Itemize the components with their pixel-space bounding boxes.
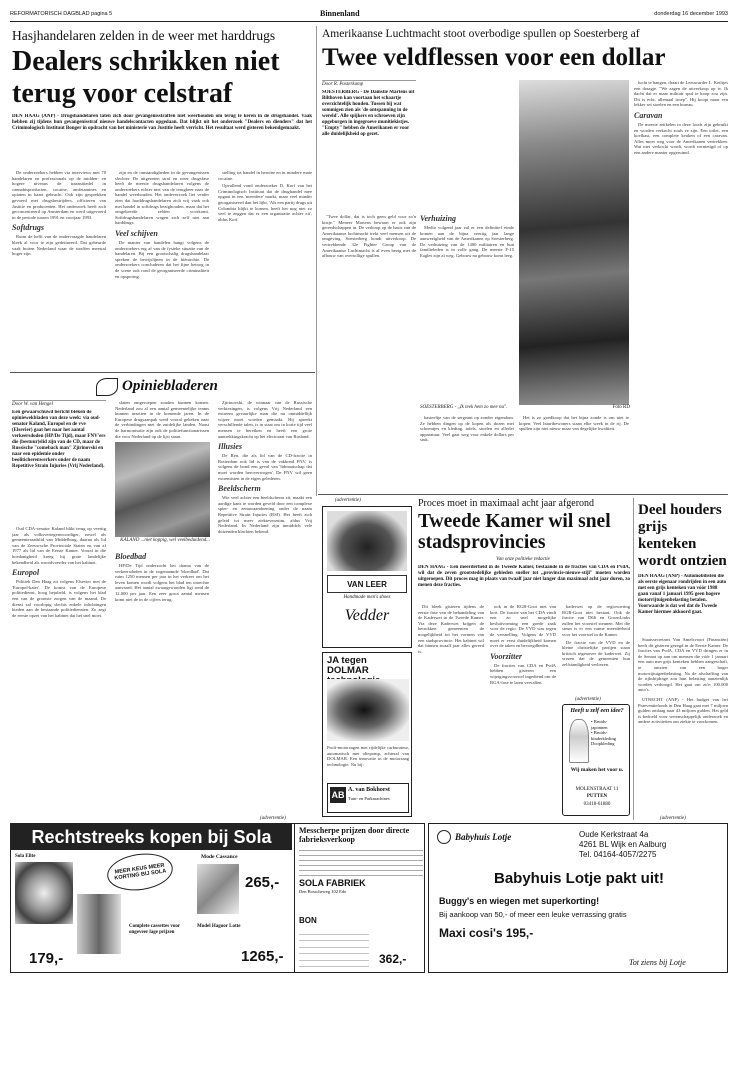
left-col2-subhead: Veel schijven — [115, 228, 158, 238]
sola-price5: 362,- — [379, 952, 407, 966]
right-headline: Twee veldflessen voor een dollar — [322, 44, 666, 71]
right-col5-text: lucht te hangen, draait de Leeuwarder L. Keiltjes een draagje. "We zagen de uitverkoop op tv. Ik dacht dat er maar militair spul te koop zou zijn. Dit is echt, allemaal troep". Hij koopt maar een lekker set stoelen en een bureau. — [634, 80, 728, 108]
dolmar-ad[interactable] — [322, 652, 412, 817]
far-right-text-b: UTRECHT (ANP) - Het budget van het Praeventiefonds in Den Haag gaat met 7 miljoen gulden omlaag naar 43 miljoen gulden. Het geld is bedoeld voor wetenschappelijk onderzoek en andere activiteiten om ziekte te voorkomen. — [638, 696, 728, 725]
sola-price4: 1265,- — [241, 948, 284, 965]
mid-col2 — [490, 604, 556, 819]
bruids-line-2: japonnen — [591, 724, 608, 730]
right-col3 — [420, 415, 514, 490]
dolmar-dealer-sub: Tuin- en Parkmachines — [348, 796, 390, 801]
masthead-date: donderdag 16 december 1993 — [654, 11, 728, 17]
ad-label-2: (advertentie) — [575, 697, 601, 702]
ad-label-1: (advertentie) — [335, 498, 361, 503]
babyhuis-footer: Tot ziens bij Lotje — [629, 958, 686, 967]
bruids-cta: Wij maken het voor u. — [570, 767, 624, 773]
opinion-col3 — [218, 400, 312, 810]
opinion-lead: Een gewaarschuwd bericht bleken de opiniewekbladen van deze week: via oud-senator Kaland, Europol en de vve (Elsevier) gaat het naar het aantal verkeersdoden (HP/De Tijd), maar FNV'ers die (bestuur)slid zijn van de CD, maar de Russische "comeback man" Zjirinovski en naar een epidemie onder beoliticherenwerkers onder de naam Repetitive Strain Injuries (Vrij Nederland). — [12, 410, 106, 469]
mid-col3 — [562, 604, 630, 694]
right-top-divider — [318, 494, 728, 495]
far-right-headline: Deel houders grijs kenteken wordt ontzien — [638, 502, 727, 569]
kaland-caption: KALAND ...niet koppig, wel veelbeduidend... — [120, 538, 210, 543]
babyhuis-ad[interactable] — [428, 823, 728, 973]
right-col4 — [519, 415, 629, 490]
bruids-line-3: • Bruids- — [591, 730, 608, 735]
bruids-line-5: Doopkleding — [591, 741, 615, 746]
opinion-byline: Door W. van Hengel — [12, 400, 106, 408]
left-col1b-text: Ruim de helft van de ondervraagde handelaren bleek al voor te zijn gedetineerd. Dat gebeurde vaak buiten Nederland waar de straffen meestal hoger zijn. — [12, 234, 106, 257]
far-right-col — [638, 637, 728, 817]
vanleer-brand: VAN LEER — [347, 579, 387, 589]
soesterberg-photo — [519, 80, 629, 405]
chainsaw-image — [327, 679, 409, 741]
opinion-col2-bottom — [115, 552, 209, 812]
sola-fabriek: SOLA FABRIEK — [299, 878, 366, 888]
opinion-col1-subhead: Europol — [12, 568, 40, 578]
left-divider — [10, 372, 315, 373]
right-col2-text: Medio volgend jaar zal er een definitief einde komen aan de bijna veertig jaar lange aanwezigheid van de Amerikanen op Soesterberg. De verhuizing van de 1400 militairen en hun familieleden is in volle gang. De meeste F-15 Eagles zijn al weg. Gebouw na gebouw komt leeg. — [420, 225, 514, 258]
babyhuis-addr1: Oude Kerkstraat 4a — [579, 830, 649, 839]
babyhuis-brand: Babyhuis Lotje — [455, 832, 512, 842]
sola-cutlery-image — [77, 894, 121, 954]
sola-product4: Model Hagoor Lotte — [197, 924, 241, 929]
soesterberg-photo-credit: Foto RD — [612, 405, 630, 410]
left-col1-subhead: Softdrugs — [12, 223, 45, 233]
mid-lead: DEN HAAG - Een meerderheid in de Tweede Kamer, bestaande in de fracties van CDA en PvdA, wil dat de zeven grootstedelijke gebieden sneller tot ,,provincie-nieuwe-stijl" moeten worden uitgeroepen. Dit proces mag in plaats van twaalf jaar niet langer dan maximaal acht jaar duren, zo menen deze fracties. — [418, 565, 630, 588]
sola-headline-bar — [11, 824, 292, 850]
sola-right-title: Messcherpe prijzen door directe fabrieksverkoop — [299, 826, 410, 844]
sola-bon: BON — [299, 916, 317, 925]
left-col3 — [218, 170, 312, 370]
opinion-logo — [96, 376, 256, 398]
babyhuis-line2: Bij aankoop van 50,- of meer een leuke verrassing gratis — [439, 910, 627, 919]
opinion-col2-subhead: Bloedbad — [115, 552, 147, 561]
babyhuis-line1: Buggy's en wiegen met superkorting! — [439, 896, 600, 906]
opinion-col3b-text: De Ren, die als lid van de CD-fractie in Rotterdam ook lid is van de vakbond FNV, is volgens de bond een geval van 'lidmaatschap dat moet worden heroverwogen'. De FNV wil geen extremisten in de eigen gelederen. — [218, 453, 312, 481]
babyhuis-logo-icon — [437, 830, 451, 844]
babyhuis-phone: Tel. 04164-4057/2275 — [579, 850, 657, 859]
bruids-address: MOLENSTRAAT 11 — [575, 787, 619, 792]
far-right-lead: DEN HAAG (ANP) - Automobilisten die als eerste eigenaar rondrijden in een auto met een grijs kenteken van vóór 1988 gaan vanaf 1 januari 1995 geen hogere motorrijtuigenbelasting betalen. Voorwaarde is dat wel dat de Tweede Kamer hiermee akkoord gaat. — [638, 574, 727, 615]
mid-col2-subhead: Voorzitter — [490, 651, 523, 661]
far-right-divider — [633, 498, 634, 820]
left-kicker: Hasjhandelaren zelden in de weer met harddrugs — [12, 28, 276, 43]
sola-product3: Complete cassettes voor ongeveer lage prijzen — [129, 924, 181, 935]
sola-product2: Mode Cassance — [201, 854, 238, 860]
bruids-title: Heeft u zelf een idee? — [570, 708, 624, 714]
right-col5-subhead: Caravan — [634, 110, 663, 120]
mid-col3b-text: De fractie van de VVD en de kleine christelijke partijen staan kritisch tegenover de kaderwet. Zij vrezen dat de gemeenten hun zelfstandigheid verliezen. — [562, 639, 630, 667]
opinion-logo-swoosh — [96, 378, 118, 396]
mid-col1-text: Dit bleek gisteren tijdens de eerste fase van de behandeling van de Kaderwet in de Tweede Kamer. Via deze Kaderwet krijgen de betrokken gemeenten de mogelijkheid tot het vormen van een stadsprovincie. Het kabinet wil dat binnen twaalf jaar alles gereed is. — [418, 604, 484, 654]
bruids-ad[interactable] — [562, 704, 630, 816]
babyhuis-addr2: 4261 BL Wijk en Aalburg — [579, 840, 667, 849]
left-col2 — [115, 170, 209, 370]
masthead — [10, 8, 728, 20]
babyhuis-line3: Maxi cosi's 195,- — [439, 926, 534, 940]
sola-cassette-image — [197, 864, 239, 914]
opinion-col1 — [12, 526, 106, 811]
far-right-text: Staatssecretaris Van Amelsvoort (Financiën) heeft dit gisteren gezegd in de Eerste Kamer. De fracties van PvdA, CDA en VVD dringen er in de Senaat op aan om mensen die vóór 1 januari een auto met grijs kenteken hebben aangeschaft, te ontzien van een hoger motorrijtuigenbelasting. Na de afschaffing van de rijksbijdrage zou hun belasting aanzienlijk worden verhoogd. Het gaat om zo'n 100.000 auto's. — [638, 637, 728, 693]
mid-col2b-text: De fracties van CDA en PvdA hebben gisteren een wijzigingsvoorstel ingediend om de RGA-fase te laten vervallen. — [490, 662, 556, 685]
soesterberg-caption — [420, 405, 630, 411]
opinion-col4b-text: Wie veel achter een beeldscherm zit, maakt een aardige kans te worden geveld door een complexe spier- en zenuwaandoening onder de naam Repetitive Strain Injuries (RSI). Het heeft zich geleid tot meer ziekteverzuim, aldus Vrij Nederland. In Nederland zijn inmiddels vele duizenden klachten bekend. — [218, 495, 312, 534]
bruids-phone: 03418-61880 — [583, 802, 611, 807]
bruids-line-1: • Bruids- — [591, 719, 608, 724]
left-col1-text: De onderzoekers hebben via interviews met 70 handelaren en professionals op de midden- en hogere niveaus de traansitiedel in cannabisproducten, cocaïne, amfetamines en opiaten in kaart gebracht. Ook zijn gesprekken gevoerd met drugsbestrijders, officieren van Justitie en producenten. Het onderzoek heeft zich geconcentreerd op Amsterdam en werd uitgevoerd in de periode tussen 1991 en voorjaar 1993. — [12, 170, 106, 220]
dolmar-text: Profi-motorzagen met rijdelijke carburateur, automatisch met oliepomp, achteraf van DOLMAR. Een innovatie in de motorzaag technologie. Nu bij: — [327, 745, 409, 767]
masthead-section: Binnenland — [320, 9, 360, 18]
mid-col2-text: ook in de RGR-Gooi niet van kort. De fractie van het CDA vindt een zo snel mogelijke besluitvorming een goede zaak voor de regio. De VVD was tegen de versnelling. Volgens de VVD moet er eerst duidelijkheid komen over de taken en bevoegdheden. — [490, 604, 556, 649]
sola-product1: Sola Elite — [15, 854, 36, 859]
dolmar-dealer-box — [327, 783, 409, 813]
sola-right-panel — [294, 824, 425, 973]
shoe-image — [327, 511, 407, 571]
right-col3-text: kasteeltje van de sergeant op zonder eigendom. Ze hebben dingen op de kopen als dozen met schoentjes en kleding, tafels, stoelen en allerlei apparatuur. Veel gaat weg voor enkele dollars per stuk. — [420, 415, 514, 443]
masthead-rule — [10, 21, 728, 22]
dolmar-dealer: A. van Bokhorst — [348, 787, 390, 793]
mid-col1 — [418, 604, 484, 819]
dolmar-dealer-logo: AB — [330, 787, 346, 803]
sola-ad[interactable] — [10, 823, 425, 973]
opinion-col2-top — [115, 400, 209, 440]
masthead-paper: REFORMATORISCH DAGBLAD pagina 5 — [10, 11, 113, 17]
left-col2b-text: De manier van handelen hangt volgens de onderzoekers erg af van de fysieke situatie van de handelaren. Bij een grootschalig drugshandelaar spreken de bewijslijnen in de hiërarchie. De onderzoekers concluderen dat het fijne betoog in de scene ook rond de georganiseerde criminaliteit en opsporing. — [115, 239, 209, 279]
opinion-col1b-text: Politiek Den Haag zit volgens Elsevier met de 'Europol-kater'. De komst van de Europese politiedienst, hoog bejubeld, is volgens het blad een van de grootste zorgen van de maand. De dienst zal voorlopig slechts enkele inlichtingen bieden aan de bestaande politiediensten. Zo zegt de eerste opzet van het kabinet dat het snel moet. — [12, 579, 106, 618]
bruids-line-4: kinderkleding — [591, 735, 616, 741]
bruids-dress-image — [569, 719, 589, 763]
opinion-col1-text: Oud CDA-senator Kaland blikt terug op veertig jaar als volksvertegenwoordiger, zowel als gemeenteraadslid van Middelburg, daarna als lid van de Zeeuwsche Provinciale Staten en van af 1977 als lid van de Eerste Kamer. Vooral in die hoedanigheid kreeg hij grote landelijke bekendheid als woordvoerder van het kabinet. — [12, 526, 106, 565]
sola-price2: 265,- — [245, 874, 280, 891]
vanleer-brand-block — [327, 575, 407, 593]
right-col5 — [634, 80, 728, 490]
babyhuis-headline: Babyhuis Lotje pakt uit! — [493, 870, 664, 887]
opinion-col2b-text: HP/De Tijd onderzocht het drama van de verkeersdoden in de zogenaamde 'bloedbad'. Dat ruim 1250 mensen per jaar in het verkeer om het leven komen wordt volgens het blad ten onrechte aanvaard. Het aantal zwaargewonden ligt rond de 12.000 per jaar. Een zeer groot aantal mensen komt niet de in de cijfers terug. — [115, 563, 209, 602]
left-headline: Dealers schrikken niet terug voor celstraf — [12, 46, 280, 109]
right-lead: SOESTERBERG - De Damstie Martens uit Bilthoven kan voortaan het schaartje overzichtelijk houden. Tussen bij wat sommigen zien als 'de ontspanning in de wereld'. Alle spijkers en schroeven zijn opgeborgen in ingegroeve munitiekistjes. "Empty" hebben de Amerikanen er voor alle duidelijkheid op gezet. — [322, 90, 415, 137]
center-divider — [316, 26, 317, 496]
right-col2-subhead: Verhuizing — [420, 214, 457, 223]
opinion-col3-subhead: Illusies — [218, 442, 243, 452]
left-col1 — [12, 170, 106, 370]
opinion-col4-subhead: Beeldscherm — [218, 484, 261, 494]
right-kicker: Amerikaanse Luchtmacht stoot overbodige spullen op Soesterberg af — [322, 28, 640, 40]
dolmar-title: JA tegen DOLMAR — [327, 655, 369, 676]
sola-right-body — [299, 846, 423, 876]
right-byline: Door R. Pasterkamp — [322, 80, 416, 88]
sola-headline: Rechtstreeks kopen bij Sola — [31, 826, 272, 847]
right-col1-text: "Twee dollar, dat is toch geen geld voor zo'n kistje." Meneer Martens bewaart er ook zijn gereedschappen in. De verkoop op de basis van de Amerikaanse luchtmacht trekt veel mensen uit de omgeving. Soesterberg houdt uitverkoop. De vertrekkende 32e Fighter Group van de Amerikaanse Luchtmacht is al even bezig met de afbouw van overtollige spullen. — [322, 214, 416, 259]
right-col5b-text: De meeste artikelen in deze loods zijn gebruikt en worden verkocht zoals ze zijn. Een toilet, een koelkast, een complete keuken of een caravan. Alles moet weg voor de Amerikanen vertrekken. Wat niet verkocht wordt, wordt vernietigd of op een andere manier opgeruimd. — [634, 121, 728, 155]
right-col2 — [420, 214, 514, 394]
sola-coupon-lines — [299, 928, 369, 968]
opinion-col2-text: slaten omgeroepen zouden kunnen komen. Nederland zou al een aantal gemeentelijke teams kunnen inzetten in de komende jaren. In de Europese drugsaanpak werd vooral gekeken naar de verbindingen met de zuidelijke landen. Naast de harmonisatie zijn ook de politiefunctionarissen die voor Nederland op de lijst staan. — [115, 400, 209, 439]
bruids-list — [591, 719, 629, 747]
left-col2-text: zijn en de omstandigheden in de gevangenissen slechter. De uitgezeten straf en weer drugsfase heeft de meeste drugshandelaren volgens de onderzoekers echter niet van de terugkeer naar de handel weerhouden. Het ondeverzoek liet verder zien dat harddrugshandelaren zich vrij vaak ook met handel in softdrugs bezighouden, maar dat het omgekeerde zelden voorkomt. Softdrugshandelaren wagen zich zelf niet aan harddrugs. — [115, 170, 209, 226]
sola-price1: 179,- — [29, 950, 64, 967]
ad-label-4: (advertentie) — [660, 816, 686, 821]
right-col1 — [322, 214, 416, 394]
bruids-city: PUTTEN — [586, 794, 608, 799]
left-col3b-text: Opvallend vond onderzoeker D. Korf van het Criminologisch Instituut dat de drughandel mee opgaat in een 'meerdere' markt, maar veel minder georganiseerd dan het lijkt. 'Als een partij drugs uit Colombia blijkt te komen, heeft het nog niet zo veel te zeggen dat er een organisatie achter zit', aldus Korf. — [218, 183, 312, 222]
sola-pans-image — [15, 862, 73, 924]
sola-fabriek-sub: Den Bosscheweg 102 Ede — [299, 889, 347, 894]
opinion-label: Opiniebladeren — [122, 378, 218, 394]
vanleer-slogan: Handmade men's shoes — [343, 595, 391, 600]
vanleer-ad[interactable] — [322, 506, 412, 648]
left-lead: DEN HAAG (ANP) - Drugshandelaren laten zich door gevangenisstraffen niet weerhouden om terug te keren in de drugshandel. Vaak hebben zij tijdens hun gevangenisstraf nieuwe handelscontacten opgedaan. Dat blijkt uit het onderzoek "Dealers en dienders" dat het Criminologisch Instituut Bonger in opdracht van het ministerie van Justitie heeft verricht. Het resultaat werd gisteren bekendgemaakt. — [12, 114, 312, 131]
mid-byline: Van onze politieke redactie — [496, 557, 550, 562]
ad-label-3: (advertentie) — [260, 816, 286, 821]
kaland-photo — [115, 442, 210, 537]
right-col4-text: Het is zo goedkoop dat het bijna zonde is om niet te kopen. Veel buurtbewoners staan elke week in de rij. De spullen zijn niet nieuw maar van degelijke kwaliteit. — [519, 415, 629, 432]
left-col3-text: stelling tot handel in heroïne en in mindere mate cocaïne. — [218, 170, 312, 181]
sola-badge — [105, 850, 175, 895]
sola-badge-text: MEER KEUS MEER KORTING BIJ SOLA — [114, 862, 167, 882]
mid-col3-text: kaderwet op de regiovoering RGR-Gooi niet bestaat. Ook de fractie van D66 en GroenLinks zullen het voorstel steunen. Met die steun is er een ruime meerderheid voor het voorstel in de Kamer. — [562, 604, 630, 637]
mid-kicker: Proces moet in maximaal acht jaar afgerond — [418, 498, 595, 509]
opinion-col3-text: Zjirinovski, de winnaar van de Russische verkiezingen, is volgens Vrij Nederland een extreem gevaarlijke man die nu onmiddellijk wijzer moet worden gemaakt. Hij spreekt verschillende talen, is in staat om in korte tijd veel mensen te bereiken en heeft een grote aantrekkingskracht op het electoraat van Rusland. — [218, 400, 312, 439]
soesterberg-caption-text: SOESTERBERG - ,,Ik teek hem zo mee nu". — [420, 405, 508, 410]
vanleer-name: Vedder — [344, 607, 390, 624]
mid-headline: Tweede Kamer wil snel stadsprovincies — [418, 511, 611, 553]
